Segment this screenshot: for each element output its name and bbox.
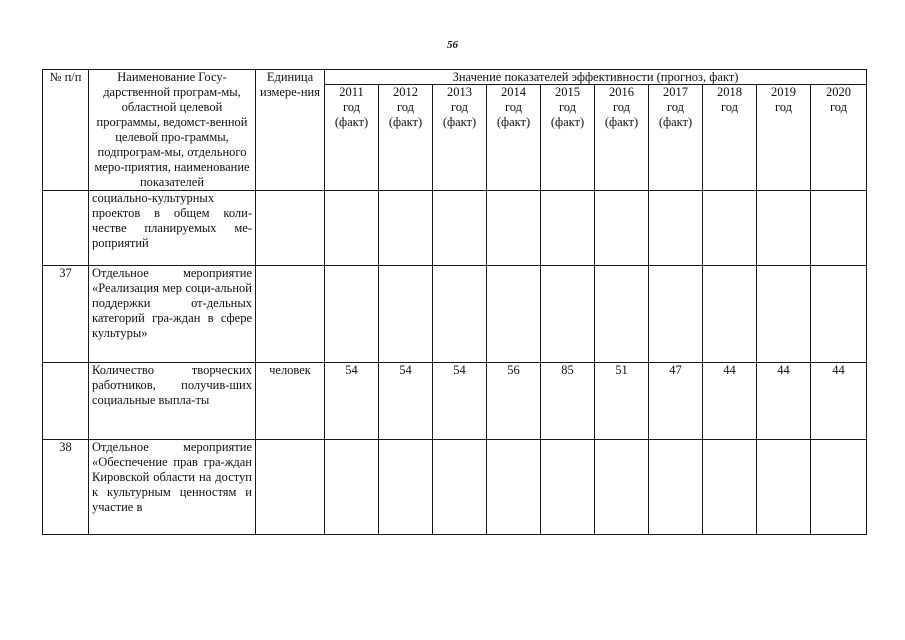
column-header-year [433, 85, 487, 191]
table-row [43, 266, 867, 363]
year-number: 2014 [501, 85, 526, 99]
year-label: год [450, 100, 469, 114]
header-row-top [43, 70, 867, 85]
row-name-cell: Количество творческих работников, получив-ших социальные выпла-ты [89, 363, 256, 440]
column-header-year [649, 85, 703, 191]
year-number: 2011 [339, 85, 364, 99]
table-row [43, 191, 867, 266]
value-cell [649, 440, 703, 535]
column-header-year [541, 85, 595, 191]
row-number-cell [43, 191, 89, 266]
value-cell [487, 191, 541, 266]
row-number-cell [43, 363, 89, 440]
value-cell [541, 191, 595, 266]
year-number: 2020 [826, 85, 851, 99]
value-cell [649, 266, 703, 363]
column-header-year [703, 85, 757, 191]
value-cell [433, 191, 487, 266]
value-cell [325, 440, 379, 535]
value-cell [595, 191, 649, 266]
year-label: год [396, 100, 415, 114]
value-cell [595, 440, 649, 535]
value-cell [649, 191, 703, 266]
year-fact-note: (факт) [334, 115, 369, 129]
year-label: год [612, 100, 631, 114]
column-header-year [379, 85, 433, 191]
row-number-cell: 37 [43, 266, 89, 363]
column-header-unit: Единица измере-ния [256, 70, 325, 191]
row-number-cell: 38 [43, 440, 89, 535]
efficiency-indicators-table [42, 69, 867, 535]
row-name-cell: социально-культурных проектов в общем коли-честве планируемых ме-роприятий [89, 191, 256, 266]
year-label: год [558, 100, 577, 114]
year-number: 2013 [447, 85, 472, 99]
value-cell [379, 191, 433, 266]
column-header-year [595, 85, 649, 191]
row-unit-cell [256, 191, 325, 266]
year-number: 2012 [393, 85, 418, 99]
year-fact-note: (факт) [550, 115, 585, 129]
value-cell: 54 [379, 363, 433, 440]
value-cell: 44 [703, 363, 757, 440]
value-cell [757, 191, 811, 266]
year-fact-note: (факт) [604, 115, 639, 129]
year-number: 2017 [663, 85, 688, 99]
value-cell [379, 440, 433, 535]
value-cell [433, 266, 487, 363]
year-label: год [342, 100, 361, 114]
value-cell [757, 440, 811, 535]
year-label: год [774, 100, 793, 114]
value-cell [703, 440, 757, 535]
value-cell [595, 266, 649, 363]
value-cell [703, 191, 757, 266]
year-fact-note: (факт) [658, 115, 693, 129]
value-cell: 47 [649, 363, 703, 440]
value-cell: 54 [325, 363, 379, 440]
value-cell [703, 266, 757, 363]
year-fact-note: (факт) [388, 115, 423, 129]
row-name-cell: Отдельное мероприятие «Обеспечение прав гра-ждан Кировской области на доступ к культурным ценностям и участие в [89, 440, 256, 535]
row-unit-cell [256, 440, 325, 535]
year-number: 2019 [771, 85, 796, 99]
column-header-year [757, 85, 811, 191]
row-unit-cell: человек [256, 363, 325, 440]
value-cell: 44 [757, 363, 811, 440]
value-cell: 85 [541, 363, 595, 440]
value-cell [811, 191, 867, 266]
year-number: 2015 [555, 85, 580, 99]
column-header-number: № п/п [43, 70, 89, 191]
year-label: год [666, 100, 685, 114]
value-cell [811, 266, 867, 363]
value-cell [541, 266, 595, 363]
row-unit-cell [256, 266, 325, 363]
year-number: 2016 [609, 85, 634, 99]
year-fact-note: (факт) [442, 115, 477, 129]
row-name-cell: Отдельное мероприятие «Реализация мер соци-альной поддержки от-дельных категорий гра-ждан в сфере культуры» [89, 266, 256, 363]
value-cell [325, 191, 379, 266]
year-fact-note: (факт) [496, 115, 531, 129]
table-row [43, 363, 867, 440]
year-label: год [720, 100, 739, 114]
value-cell: 54 [433, 363, 487, 440]
column-group-header-indicator-values: Значение показателей эффективности (прогноз, факт) [325, 70, 867, 85]
column-header-year [325, 85, 379, 191]
year-label: год [504, 100, 523, 114]
value-cell [487, 266, 541, 363]
value-cell: 44 [811, 363, 867, 440]
column-header-year [487, 85, 541, 191]
value-cell [757, 266, 811, 363]
column-header-name: Наименование Госу-дарственной програм-мы, областной целевой программы, ведомст-венной целевой про-граммы, подпрограм-мы, отдельного меро-приятия, наименование показателей [89, 70, 256, 191]
value-cell: 56 [487, 363, 541, 440]
value-cell [811, 440, 867, 535]
column-header-year [811, 85, 867, 191]
value-cell [433, 440, 487, 535]
value-cell [541, 440, 595, 535]
page-number: 56 [447, 39, 458, 51]
value-cell [379, 266, 433, 363]
value-cell [325, 266, 379, 363]
value-cell: 51 [595, 363, 649, 440]
table-row [43, 440, 867, 535]
value-cell [487, 440, 541, 535]
year-label: год [829, 100, 848, 114]
year-number: 2018 [717, 85, 742, 99]
